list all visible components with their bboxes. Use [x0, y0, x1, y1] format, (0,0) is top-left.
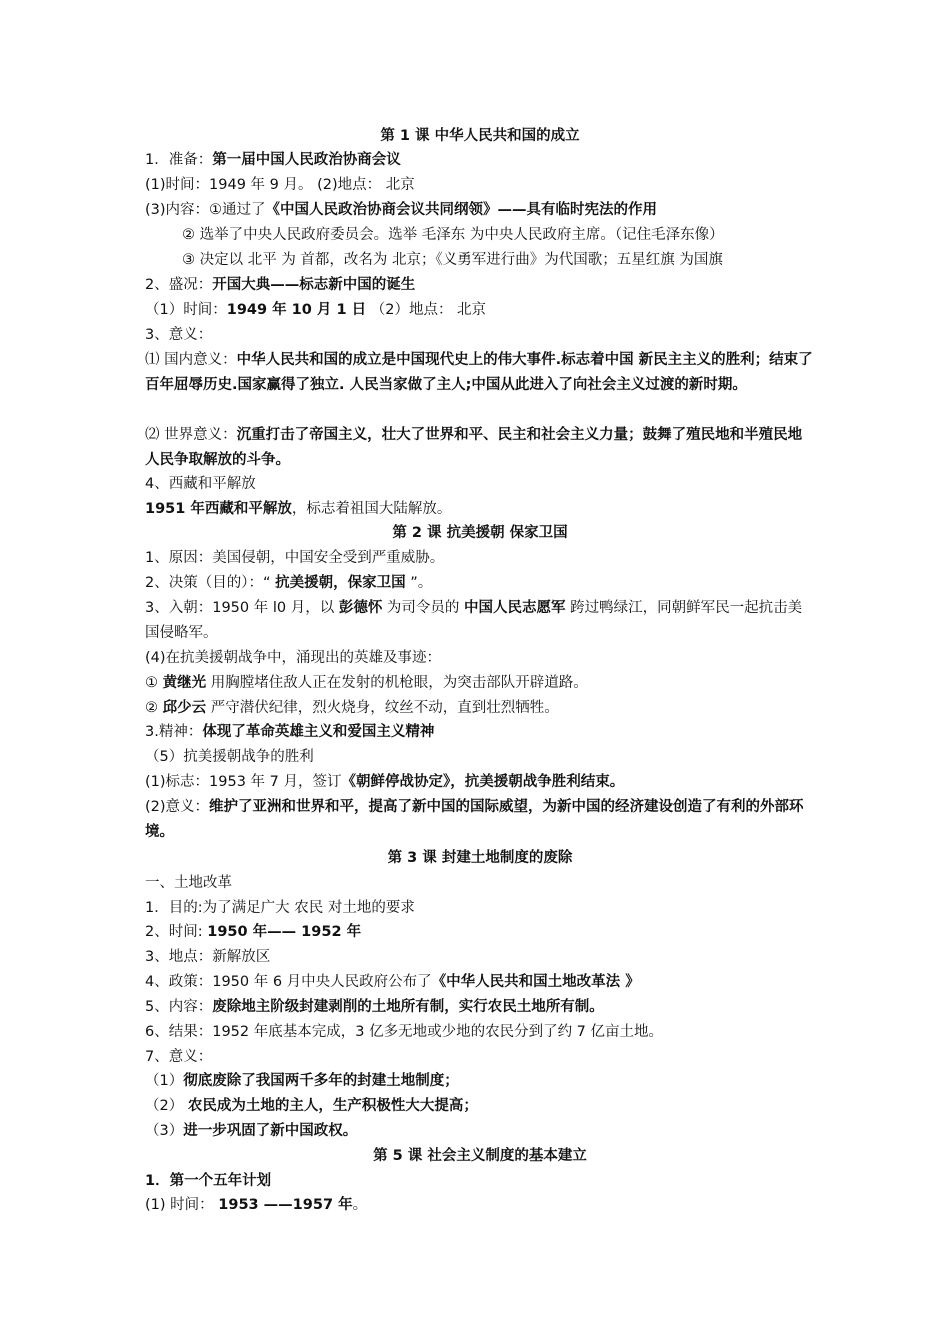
lesson3-meaning: 7、意义：: [145, 1049, 213, 1065]
lesson1-tibet: 1951 年西藏和平解放，标志着祖国大陆解放。: [145, 501, 452, 517]
lesson3-title: 第 3 课 封建土地制度的废除: [387, 850, 573, 866]
lesson3-section: 一、土地改革: [145, 875, 232, 891]
lesson3-result: 6、结果：1952 年底基本完成，3 亿多无地或少地的农民分到了约 7 亿亩土地。: [145, 1024, 664, 1040]
lesson3-aim: 1．目的:为了满足广大 农民 对土地的要求: [145, 900, 415, 916]
lesson2-victory-mark: (1)标志：1953 年 7 月，签订《朝鲜停战协定》，抗美援朝战争胜利结束。: [145, 774, 625, 790]
lesson2-hero-2: ② 邱少云 严守潜伏纪律，烈火烧身，纹丝不动，直到壮烈牺牲。: [145, 700, 559, 716]
lesson1-section-prep: 1．准备：第一届中国人民政治协商会议: [145, 152, 401, 168]
lesson5-title: 第 5 课 社会主义制度的基本建立: [373, 1148, 587, 1164]
lesson2-hero-1: ① 黄继光 用胸膛堵住敌人正在发射的机枪眼，为突击部队开辟道路。: [145, 675, 588, 691]
lesson3-meaning-3: （3）进一步巩固了新中国政权。: [145, 1123, 358, 1139]
lesson2-entry: 3、入朝：1950 年 l0 月，以 彭德怀 为司令员的 中国人民志愿军 跨过鸭绿江，同朝鲜军民一起抗击美国侵略军。: [145, 600, 803, 641]
lesson1-time-place: (1)时间：1949 年 9 月。 (2)地点： 北京: [145, 177, 415, 193]
lesson1-section-tibet: 4、西藏和平解放: [145, 476, 256, 492]
lesson1-domestic-meaning: ⑴ 国内意义：中华人民共和国的成立是中国现代史上的伟大事件.标志着中国 新民主主义的胜利；结束了百年屈辱历史.国家赢得了独立. 人民当家做了主人;中国从此进入了向社会主义过渡的新时期。: [145, 352, 813, 393]
lesson2-heroes: (4)在抗美援朝战争中，涌现出的英雄及事迹：: [145, 650, 442, 666]
lesson2-title: 第 2 课 抗美援朝 保家卫国: [392, 525, 568, 541]
lesson2-victory: （5）抗美援朝战争的胜利: [145, 749, 314, 765]
lesson2-cause: 1、原因：美国侵朝，中国安全受到严重威胁。: [145, 550, 445, 566]
lesson2-decision: 2、决策（目的）：“ 抗美援朝，保家卫国 ”。: [145, 575, 433, 591]
lesson2-spirit: 3.精神：体现了革命英雄主义和爱国主义精神: [145, 724, 435, 740]
lesson2-victory-meaning: (2)意义：维护了亚洲和世界和平，提高了新中国的国际威望，为新中国的经济建设创造了有利的外部环境。: [145, 799, 804, 840]
lesson3-content: 5、内容：废除地主阶级封建剥削的土地所有制，实行农民土地所有制。: [145, 999, 604, 1015]
lesson1-world-meaning: ⑵ 世界意义：沉重打击了帝国主义，壮大了世界和平、民主和社会主义力量；鼓舞了殖民地和半殖民地人民争取解放的斗争。: [145, 427, 803, 468]
lesson3-place: 3、地点：新解放区: [145, 949, 271, 965]
lesson1-content-3: ③ 决定以 北平 为 首都，改名为 北京；《义勇军进行曲》为代国歌；五星红旗 为国旗: [182, 252, 723, 268]
lesson1-content-1: (3)内容：①通过了《中国人民政治协商会议共同纲领》——具有临时宪法的作用: [145, 202, 658, 218]
lesson1-section-ceremony: 2、盛况：开国大典——标志新中国的诞生: [145, 277, 416, 293]
lesson1-content-2: ② 选举了中央人民政府委员会。选举 毛泽东 为中央人民政府主席。（记住毛泽东像）: [182, 227, 724, 243]
lesson5-section: 1．第一个五年计划: [145, 1173, 272, 1189]
lesson3-policy: 4、政策：1950 年 6 月中央人民政府公布了《中华人民共和国土地改革法 》: [145, 974, 640, 990]
lesson3-time: 2、时间: 1950 年—— 1952 年: [145, 924, 362, 940]
lesson1-title: 第 1 课 中华人民共和国的成立: [380, 128, 580, 144]
lesson1-section-meaning: 3、意义：: [145, 327, 213, 343]
lesson3-meaning-2: （2） 农民成为土地的主人，生产积极性大大提高；: [145, 1098, 478, 1114]
lesson3-meaning-1: （1）彻底废除了我国两千多年的封建土地制度；: [145, 1073, 459, 1089]
lesson1-ceremony-time: （1）时间：1949 年 10 月 1 日 （2）地点： 北京: [145, 302, 487, 318]
lesson5-time: (1) 时间： 1953 ——1957 年。: [145, 1197, 368, 1213]
